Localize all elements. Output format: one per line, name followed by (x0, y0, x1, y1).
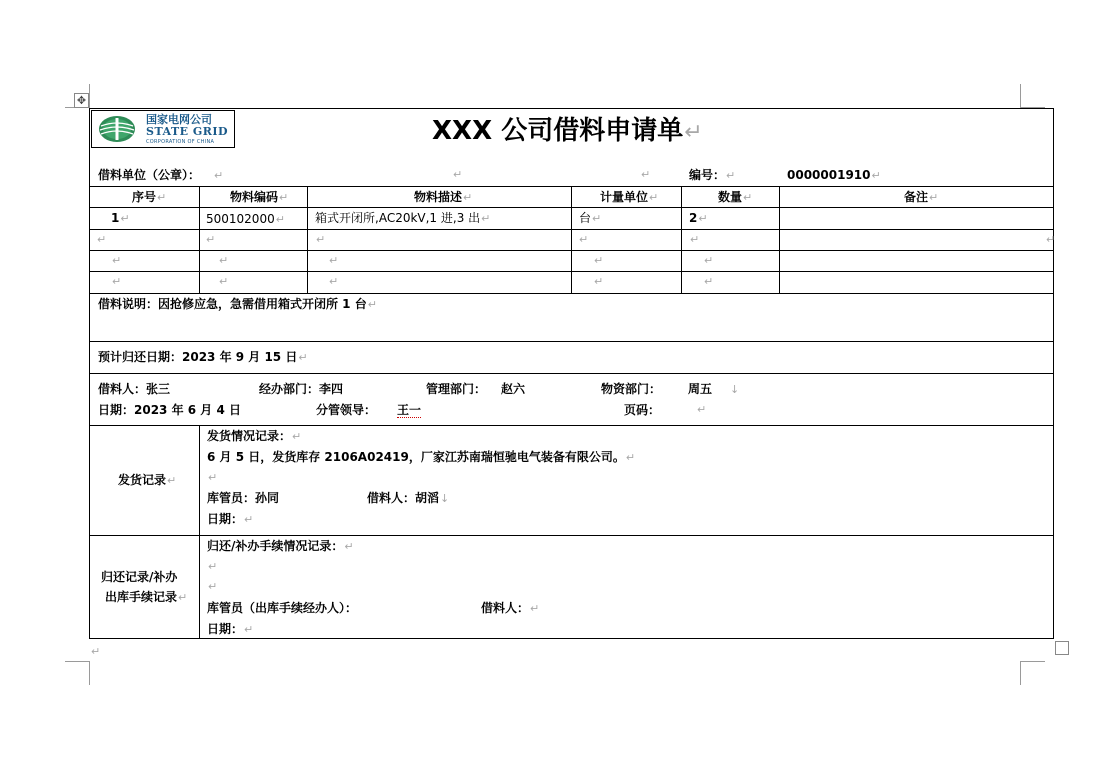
handler-dept: 经办部门：李四 (259, 382, 344, 396)
col-divider (681, 186, 682, 293)
col-header-code: 物料编码↵ (230, 190, 289, 204)
empty-cell-mark: ↵ (97, 233, 107, 246)
application-form (89, 108, 1054, 639)
row-divider (90, 373, 1053, 374)
crop-mark (65, 661, 89, 662)
col-divider (199, 425, 200, 638)
empty-cell-mark: ↵ (112, 275, 122, 288)
col-divider (571, 186, 572, 293)
crop-mark (89, 84, 90, 108)
borrow-explanation: 借料说明：因抢修应急，急需借用箱式开闭所 1 台↵ (98, 297, 377, 311)
apply-date: 日期：2023 年 6 月 4 日 (98, 403, 241, 417)
cell-seq: 1↵ (111, 211, 130, 225)
shipping-borrower: 借料人：胡滔↓ (367, 491, 450, 505)
empty-cell-mark: ↵ (219, 254, 229, 267)
paragraph-mark: ↵ (641, 168, 651, 181)
col-header-seq: 序号↵ (132, 190, 167, 204)
return-keeper: 库管员（出库手续经办人）： (207, 601, 358, 615)
logo-sub-text: CORPORATION OF CHINA (146, 139, 215, 145)
empty-cell-mark: ↵ (690, 233, 700, 246)
return-borrower: 借料人：↵ (481, 601, 540, 615)
row-divider (90, 535, 1053, 536)
empty-cell-mark: ↵ (219, 275, 229, 288)
shipping-detail: 6 月 5 日，发货库存 2106A02419，厂家江苏南瑞恒驰电气装备有限公司。↵ (207, 450, 636, 464)
shipping-keeper: 库管员：孙同 (207, 491, 280, 505)
shipping-heading: 发货情况记录：↵ (207, 429, 302, 443)
crop-mark (1021, 661, 1045, 662)
empty-cell-mark: ↵ (704, 254, 714, 267)
empty-cell-mark: ↵ (1046, 233, 1056, 246)
empty-cell-mark: ↵ (594, 275, 604, 288)
paragraph-mark: ↵ (208, 471, 218, 484)
leader-label: 分管领导： (316, 403, 377, 417)
cell-code: 500102000↵ (206, 212, 285, 226)
empty-cell-mark: ↵ (112, 254, 122, 267)
cell-desc: 箱式开闭所,AC20kV,1 进,3 出↵ (315, 211, 491, 225)
supply-dept-label: 物资部门： (601, 382, 662, 396)
return-record-label-1: 归还记录/补办 (101, 570, 178, 584)
cell-qty: 2↵ (689, 211, 708, 225)
globe-icon (97, 114, 137, 144)
mgmt-dept-name: 赵六 (501, 382, 526, 396)
paragraph-mark: ↵ (91, 645, 101, 658)
leader-name: 王一 (397, 403, 422, 417)
crop-mark (1020, 84, 1021, 108)
empty-cell-mark: ↵ (329, 275, 339, 288)
return-heading: 归还/补办手续情况记录：↵ (207, 539, 354, 553)
empty-cell-mark: ↵ (579, 233, 589, 246)
empty-cell-mark: ↵ (329, 254, 339, 267)
empty-cell-mark: ↵ (594, 254, 604, 267)
crop-mark (1020, 661, 1021, 685)
crop-mark (89, 661, 90, 685)
return-record-label-2: 出库手续记录↵ (105, 590, 188, 604)
page-number-label: 页码： (624, 403, 661, 417)
table-resize-handle[interactable] (1055, 641, 1069, 655)
logo-en-text: STATE GRID (146, 125, 229, 138)
state-grid-logo (91, 110, 235, 148)
empty-cell-mark: ↵ (704, 275, 714, 288)
col-header-qty: 数量↵ (718, 190, 753, 204)
borrow-unit-label: 借料单位（公章）： ↵ (98, 168, 224, 182)
paragraph-mark: ↵ (208, 560, 218, 573)
col-header-unit: 计量单位↵ (600, 190, 659, 204)
row-divider (90, 293, 1053, 294)
form-number-label: 编号：↵ (689, 168, 736, 182)
empty-cell-mark: ↵ (206, 233, 216, 246)
col-divider (199, 186, 200, 293)
col-divider (307, 186, 308, 293)
row-divider (90, 341, 1053, 342)
borrower-name: 借料人：张三 (98, 382, 171, 396)
table-move-handle[interactable]: ✥ (74, 93, 89, 108)
logo-cn-text: 国家电网公司 (146, 113, 212, 126)
expected-return-date: 预计归还日期：2023 年 9 月 15 日↵ (98, 350, 308, 364)
supply-dept-name: 周五 ↓ (688, 382, 740, 396)
shipping-date: 日期：↵ (207, 512, 254, 526)
row-divider (90, 425, 1053, 426)
paragraph-mark: ↵ (208, 580, 218, 593)
paragraph-mark: ↵ (697, 403, 707, 416)
form-title: XXX 公司借料申请单↵ (432, 116, 703, 146)
mgmt-dept-label: 管理部门： (426, 382, 487, 396)
shipping-record-label: 发货记录↵ (118, 473, 177, 487)
form-number-value: 0000001910↵ (787, 168, 881, 182)
cell-unit: 台↵ (579, 211, 602, 225)
col-divider (779, 186, 780, 293)
paragraph-mark: ↵ (453, 168, 463, 181)
col-header-desc: 物料描述↵ (414, 190, 473, 204)
return-date: 日期：↵ (207, 622, 254, 636)
col-header-note: 备注↵ (904, 190, 939, 204)
empty-cell-mark: ↵ (316, 233, 326, 246)
